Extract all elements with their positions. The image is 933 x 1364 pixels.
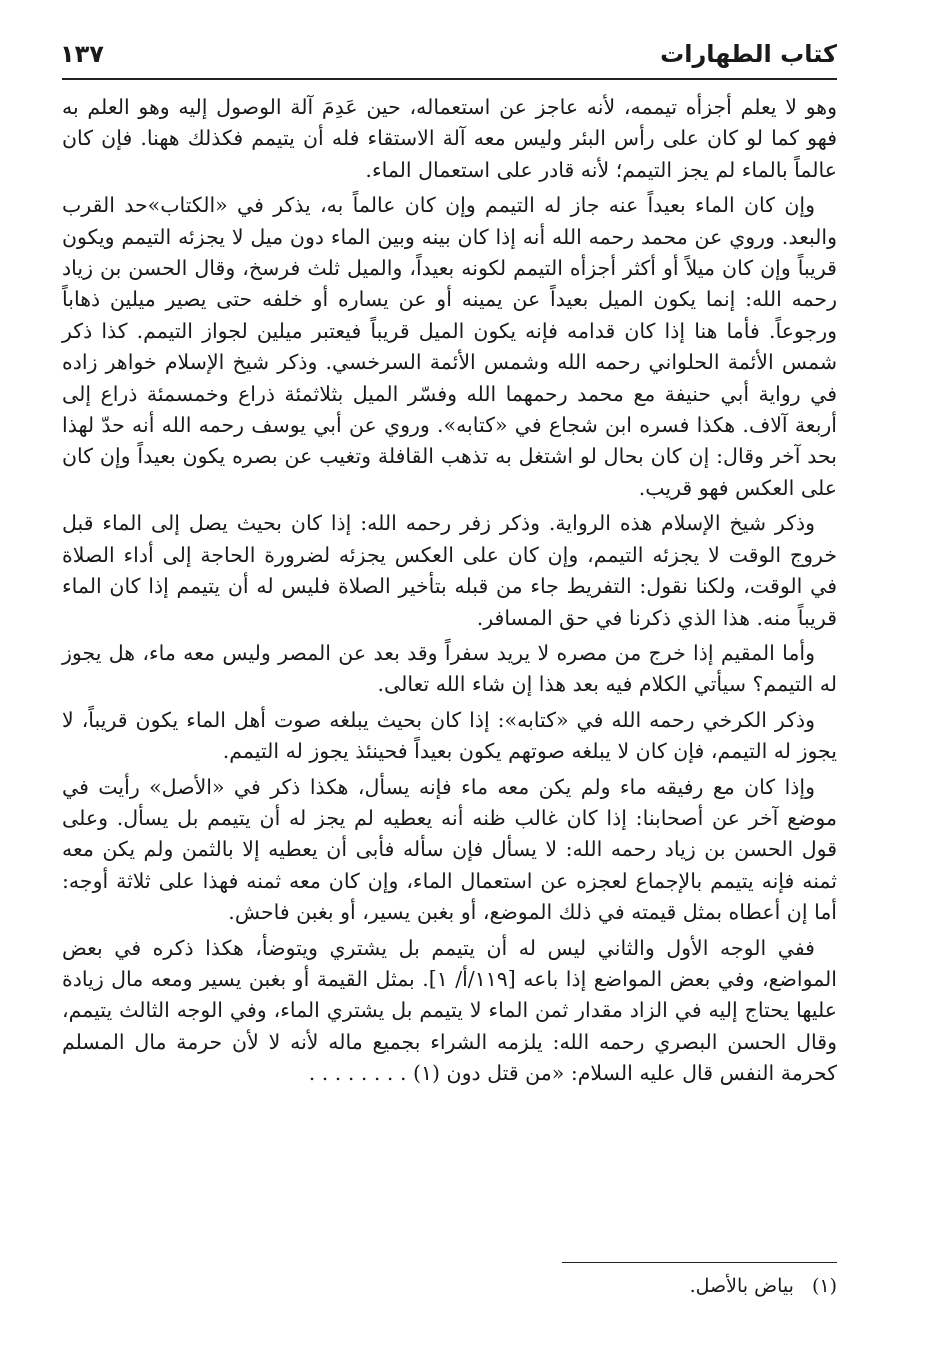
page-number: ١٣٧ [60, 40, 104, 68]
header-divider [62, 78, 837, 80]
footnote-number: (١) [811, 1275, 837, 1297]
footnote-text: بياض بالأصل. [689, 1275, 794, 1297]
paragraph: وذكر شيخ الإسلام هذه الرواية. وذكر زفر رحمه الله: إذا كان بحيث يصل إلى الماء قبل خروج الوقت لا يجزئه التيمم، وإن كان على العكس يجزئه لضرورة الحاجة إلى أداء الصلاة في الوقت، ولكنا نقول: التفريط جاء من قبله بتأخير الصلاة فليس له أن يتيمم إذا كان الماء قريباً منه. هذا الذي ذكرنا في حق المسافر. [62, 511, 837, 630]
paragraph: وإن كان الماء بعيداً عنه جاز له التيمم وإن كان عالماً به، يذكر في «الكتاب»حد القرب والبعد. وروي عن محمد رحمه الله أنه إذا كان بينه وبين الماء دون ميل لا يجزئه التيمم ويكون قريباً وإن كان ميلاً أو أكثر أجزأه التيمم لكونه بعيداً، والميل ثلث فرسخ، وقال الحسن بن زياد رحمه الله: إنما يكون الميل بعيداً عن يمينه أو عن يساره أو خلفه حتى يصير ميلين ذهاباً ورجوعاً. فأما هنا إذا كان قدامه فإنه يكون الميل قريباً فيعتبر ميلين لجواز التيمم. كذا ذكر شمس الأئمة الحلواني رحمه الله وشمس الأئمة السرخسي. وذكر شيخ الإسلام خواهر زاده في رواية أبي حنيفة مع محمد رحمهما الله وفسّر الميل بثلاثمئة ذراع وخمسمئة ذراع إلى أربعة آلاف. هكذا فسره ابن شجاع في «كتابه». وروي عن أبي يوسف رحمه الله أنه حدّ لهذا بحد آخر وقال: إن كان بحال لو اشتغل به تذهب القافلة وتغيب عن بصره يكون بعيداً وإن كان على العكس فهو قريب. [62, 193, 837, 500]
paragraph-with-note [62, 933, 837, 1090]
paragraph: وإذا كان مع رفيقه ماء ولم يكن معه ماء فإنه يسأل، هكذا ذكر في «الأصل» رأيت في موضع آخر عن أصحابنا: إذا كان غالب ظنه أنه يعطيه لم يجز له أن يتيمم بل يسأل. وعلى قول الحسن بن زياد رحمه الله: لا يسأل فإن سأله فأبى أن يعطيه إلا بالثمن ولم يكن معه ثمنه فإنه يتيمم بالإجماع لعجزه عن استعمال الماء، وإن كان معه ثمنه فهذا على ثلاثة أوجه: أما إن أعطاه بمثل قيمته في ذلك الموضع، أو بغبن يسير، أو بغبن فاحش. [62, 774, 837, 925]
paragraph: وأما المقيم إذا خرج من مصره لا يريد سفراً وقد بعد عن المصر وليس معه ماء، هل يجوز له التيمم؟ سيأتي الكلام فيه بعد هذا إن شاء الله تعالى. [62, 640, 837, 697]
paragraph: وذكر الكرخي رحمه الله في «كتابه»: إذا كان بحيث يبلغه صوت أهل الماء يكون قريباً، لا يجوز له التيمم، فإن كان لا يبلغه صوتهم يكون بعيداً فحينئذ يجوز له التيمم. [62, 707, 837, 764]
page-title: كتاب الطهارات [660, 40, 837, 68]
page-header [60, 38, 837, 78]
footnote [690, 1272, 837, 1300]
main-text [62, 92, 837, 1094]
footnote-divider [562, 1262, 837, 1263]
paragraph: وهو لا يعلم أجزأه تيممه، لأنه عاجز عن استعماله، حين عَدِمَ آلة الوصول إليه وهو العلم به فهو كما لو كان على رأس البئر وليس معه آلة الاستقاء فله أن يتيمم فكذلك ههنا. فإن كان عالماً بالماء لم يجز التيمم؛ لأنه قادر على استعمال الماء. [62, 95, 837, 182]
paragraph-text: ففي الوجه الأول والثاني ليس له أن يتيمم بل يشتري ويتوضأ، هكذا ذكره في بعض المواضع، وفي بعض المواضع إذا باعه [١١٩/أ/ ١]. بمثل القيمة أو بغبن يسير ومعه مال زيادة عليها يحتاج إليه في الزاد مقدار ثمن الماء لا يتيمم بل يشتري الماء، وفي الوجه الثالث يتيمم، وقال الحسن البصري رحمه الله: يلزمه الشراء بجميع ماله لأنه لا لأن حرمة مال المسلم كحرمة النفس قال عليه السلام: «من قتل دون [62, 935, 837, 1086]
footnote-marker-ellipsis: (١) . . . . . . . . [308, 1061, 441, 1086]
